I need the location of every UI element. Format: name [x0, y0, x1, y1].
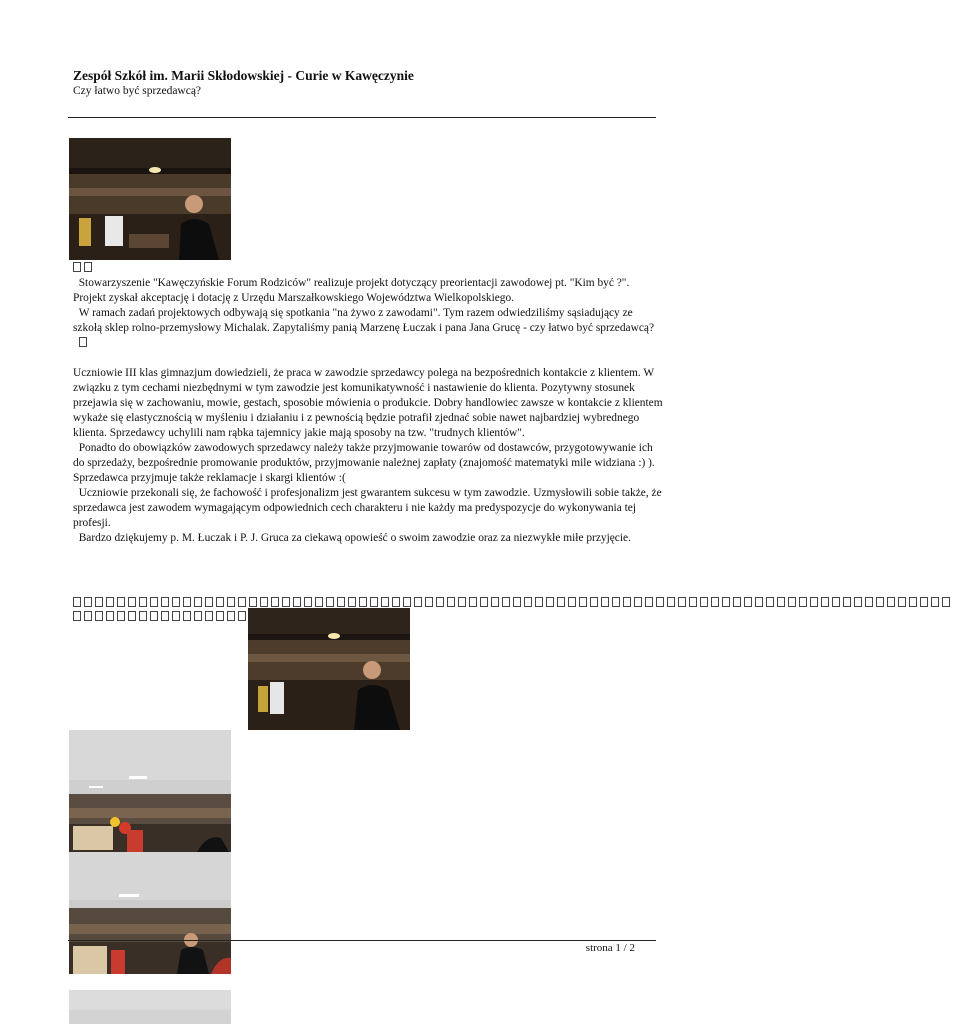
photo-shop-interior-1 [69, 138, 231, 260]
missing-glyph-box [150, 597, 158, 607]
missing-glyph-box [469, 597, 477, 607]
missing-glyph-box [722, 597, 730, 607]
missing-glyph-box [799, 597, 807, 607]
page-number: strona 1 / 2 [585, 942, 635, 954]
missing-glyph-box [216, 597, 224, 607]
missing-glyph-box [271, 597, 279, 607]
missing-glyph-box [205, 611, 213, 621]
missing-glyph-box [183, 597, 191, 607]
missing-glyph-box [106, 611, 114, 621]
missing-glyph-box [711, 597, 719, 607]
missing-glyph-box [95, 597, 103, 607]
missing-glyph-box [777, 597, 785, 607]
missing-glyph-box [898, 597, 906, 607]
missing-glyph-box [920, 597, 928, 607]
article-paragraph: W ramach zadań projektowych odbywają się spotkania "na żywo z zawodami". Tym razem odwiedziliśmy sąsiadujący ze szkołą sklep rolno-przemysłowy Michalak. Zapytaliśmy panią Marzenę Łuczak i pana Jana Grucę - czy łatwo być sprzedawcą? [73, 307, 655, 334]
article-subtitle: Czy łatwo być sprzedawcą? [73, 85, 202, 97]
missing-glyph-box [865, 597, 873, 607]
missing-glyph-box [491, 597, 499, 607]
missing-glyph-box [733, 597, 741, 607]
missing-glyph-box [535, 597, 543, 607]
missing-glyph-box [755, 597, 763, 607]
missing-glyph-box [117, 611, 125, 621]
missing-glyph-box [326, 597, 334, 607]
missing-glyph-box [73, 611, 81, 621]
missing-glyph-box [161, 597, 169, 607]
missing-glyph-box [546, 597, 554, 607]
missing-glyph-box [766, 597, 774, 607]
missing-glyph-box [403, 597, 411, 607]
missing-glyph-box [458, 597, 466, 607]
missing-glyph-box [502, 597, 510, 607]
missing-glyph-box [854, 597, 862, 607]
missing-glyph-box [205, 597, 213, 607]
missing-glyph-box [84, 597, 92, 607]
missing-glyph-box [128, 597, 136, 607]
missing-glyph-box [172, 597, 180, 607]
missing-glyph-box [227, 597, 235, 607]
missing-glyph-box [117, 597, 125, 607]
missing-glyph-box [590, 597, 598, 607]
missing-glyph-box [876, 597, 884, 607]
glyph-marker [73, 261, 663, 276]
missing-glyph-box [414, 597, 422, 607]
missing-glyph-box [315, 597, 323, 607]
photo-shop-interior-3 [69, 730, 231, 852]
missing-glyph-box [667, 597, 675, 607]
missing-glyph-box [821, 597, 829, 607]
missing-glyph-box [524, 597, 532, 607]
missing-glyph-box [106, 597, 114, 607]
missing-glyph-box [678, 597, 686, 607]
missing-glyph-box [623, 597, 631, 607]
photo-shop-interior-4 [69, 852, 231, 974]
missing-glyph-box [238, 597, 246, 607]
missing-glyph-box [304, 597, 312, 607]
page-title: Zespół Szkół im. Marii Skłodowskiej - Curie w Kawęczynie [73, 68, 414, 83]
missing-glyph-box [810, 597, 818, 607]
photo-shop-interior-5 [69, 990, 231, 1024]
missing-glyph-box [436, 597, 444, 607]
missing-glyph-box [194, 611, 202, 621]
footer-divider [68, 940, 656, 941]
missing-glyph-box [139, 597, 147, 607]
missing-glyph-row [73, 611, 273, 623]
missing-glyph-box [942, 597, 950, 607]
missing-glyph-box [370, 597, 378, 607]
missing-glyph-box [249, 597, 257, 607]
missing-glyph-box [194, 597, 202, 607]
missing-glyph-box [689, 597, 697, 607]
missing-glyph-box [216, 611, 224, 621]
missing-glyph-box [909, 597, 917, 607]
missing-glyph-box [480, 597, 488, 607]
glyph-marker [73, 336, 663, 351]
missing-glyph-box [788, 597, 796, 607]
missing-glyph-box [634, 597, 642, 607]
missing-glyph-box [150, 611, 158, 621]
article-paragraph: Uczniowie przekonali się, że fachowość i profesjonalizm jest gwarantem sukcesu w tym zawodzie. Uzmysłowili sobie także, że sprzedawca jest zawodem wymagającym odpowiednich cech charakteru i nie każdy ma predyspozycje do wykonywania tej profesji. [73, 487, 662, 529]
missing-glyph-box [348, 597, 356, 607]
missing-glyph-box [381, 597, 389, 607]
missing-glyph-box [612, 597, 620, 607]
missing-glyph-box [645, 597, 653, 607]
missing-glyph-box [425, 597, 433, 607]
missing-glyph-box [601, 597, 609, 607]
missing-glyph-box [238, 611, 246, 621]
header-divider [68, 117, 656, 118]
missing-glyph-box [260, 597, 268, 607]
missing-glyph-box [139, 611, 147, 621]
missing-glyph-box [447, 597, 455, 607]
missing-glyph-box [183, 611, 191, 621]
missing-glyph-box [293, 597, 301, 607]
missing-glyph-box [128, 611, 136, 621]
missing-glyph-box [161, 611, 169, 621]
missing-glyph-box [832, 597, 840, 607]
missing-glyph-box [95, 611, 103, 621]
missing-glyph-box [843, 597, 851, 607]
missing-glyph-box [887, 597, 895, 607]
missing-glyph-box [392, 597, 400, 607]
missing-glyph-box [700, 597, 708, 607]
article-paragraph: Stowarzyszenie "Kawęczyńskie Forum Rodziców" realizuje projekt dotyczący preorientacji zawodowej pt. "Kim być ?". Projekt zyskał akceptację i dotację z Urzędu Marszałkowskiego Województwa Wielkopolskiego. [73, 277, 630, 304]
article-body [73, 261, 663, 546]
missing-glyph-box [744, 597, 752, 607]
photo-shop-interior-2 [248, 608, 410, 730]
missing-glyph-box [227, 611, 235, 621]
missing-glyph-box [656, 597, 664, 607]
missing-glyph-box [557, 597, 565, 607]
article-paragraph: Bardzo dziękujemy p. M. Łuczak i P. J. Gruca za ciekawą opowieść o swoim zawodzie oraz za niezwykłe miłe przyjęcie. [78, 532, 631, 544]
missing-glyph-box [568, 597, 576, 607]
article-paragraph: Uczniowie III klas gimnazjum dowiedzieli, że praca w zawodzie sprzedawcy polega na bezpośrednich kontakcie z klientem. W związku z tym cechami niezbędnymi w tym zawodzie jest komunikatywność i nastawienie do klienta. Pozytywny stosunek przejawia się w zachowaniu, mowie, gestach, sposobie mówienia o produkcie. Dobry handlowiec zawsze w kontakcie z klientem wykaże się elastycznością w myśleniu i działaniu i z pewnością będzie potrafił zjednać sobie nawet najbardziej wybrednego klienta. Sprzedawcy uchylili nam rąbka tajemnicy jakie mają sposoby na tzw. "trudnych klientów". [73, 367, 663, 439]
missing-glyph-box [579, 597, 587, 607]
missing-glyph-box [931, 597, 939, 607]
missing-glyph-box [337, 597, 345, 607]
missing-glyph-box [84, 611, 92, 621]
missing-glyph-box [172, 611, 180, 621]
missing-glyph-box [282, 597, 290, 607]
missing-glyph-box [73, 597, 81, 607]
article-paragraph: Ponadto do obowiązków zawodowych sprzedawcy należy także przyjmowanie towarów od dostawców, przygotowywanie ich do sprzedaży, bezpośrednie promowanie produktów, przyjmowanie należnej zapłaty (znajomość matematyki mile widziana :) ). Sprzedawca przyjmuje także reklamacje i skargi klientów :( [73, 442, 655, 484]
missing-glyph-box [359, 597, 367, 607]
missing-glyph-box [513, 597, 521, 607]
